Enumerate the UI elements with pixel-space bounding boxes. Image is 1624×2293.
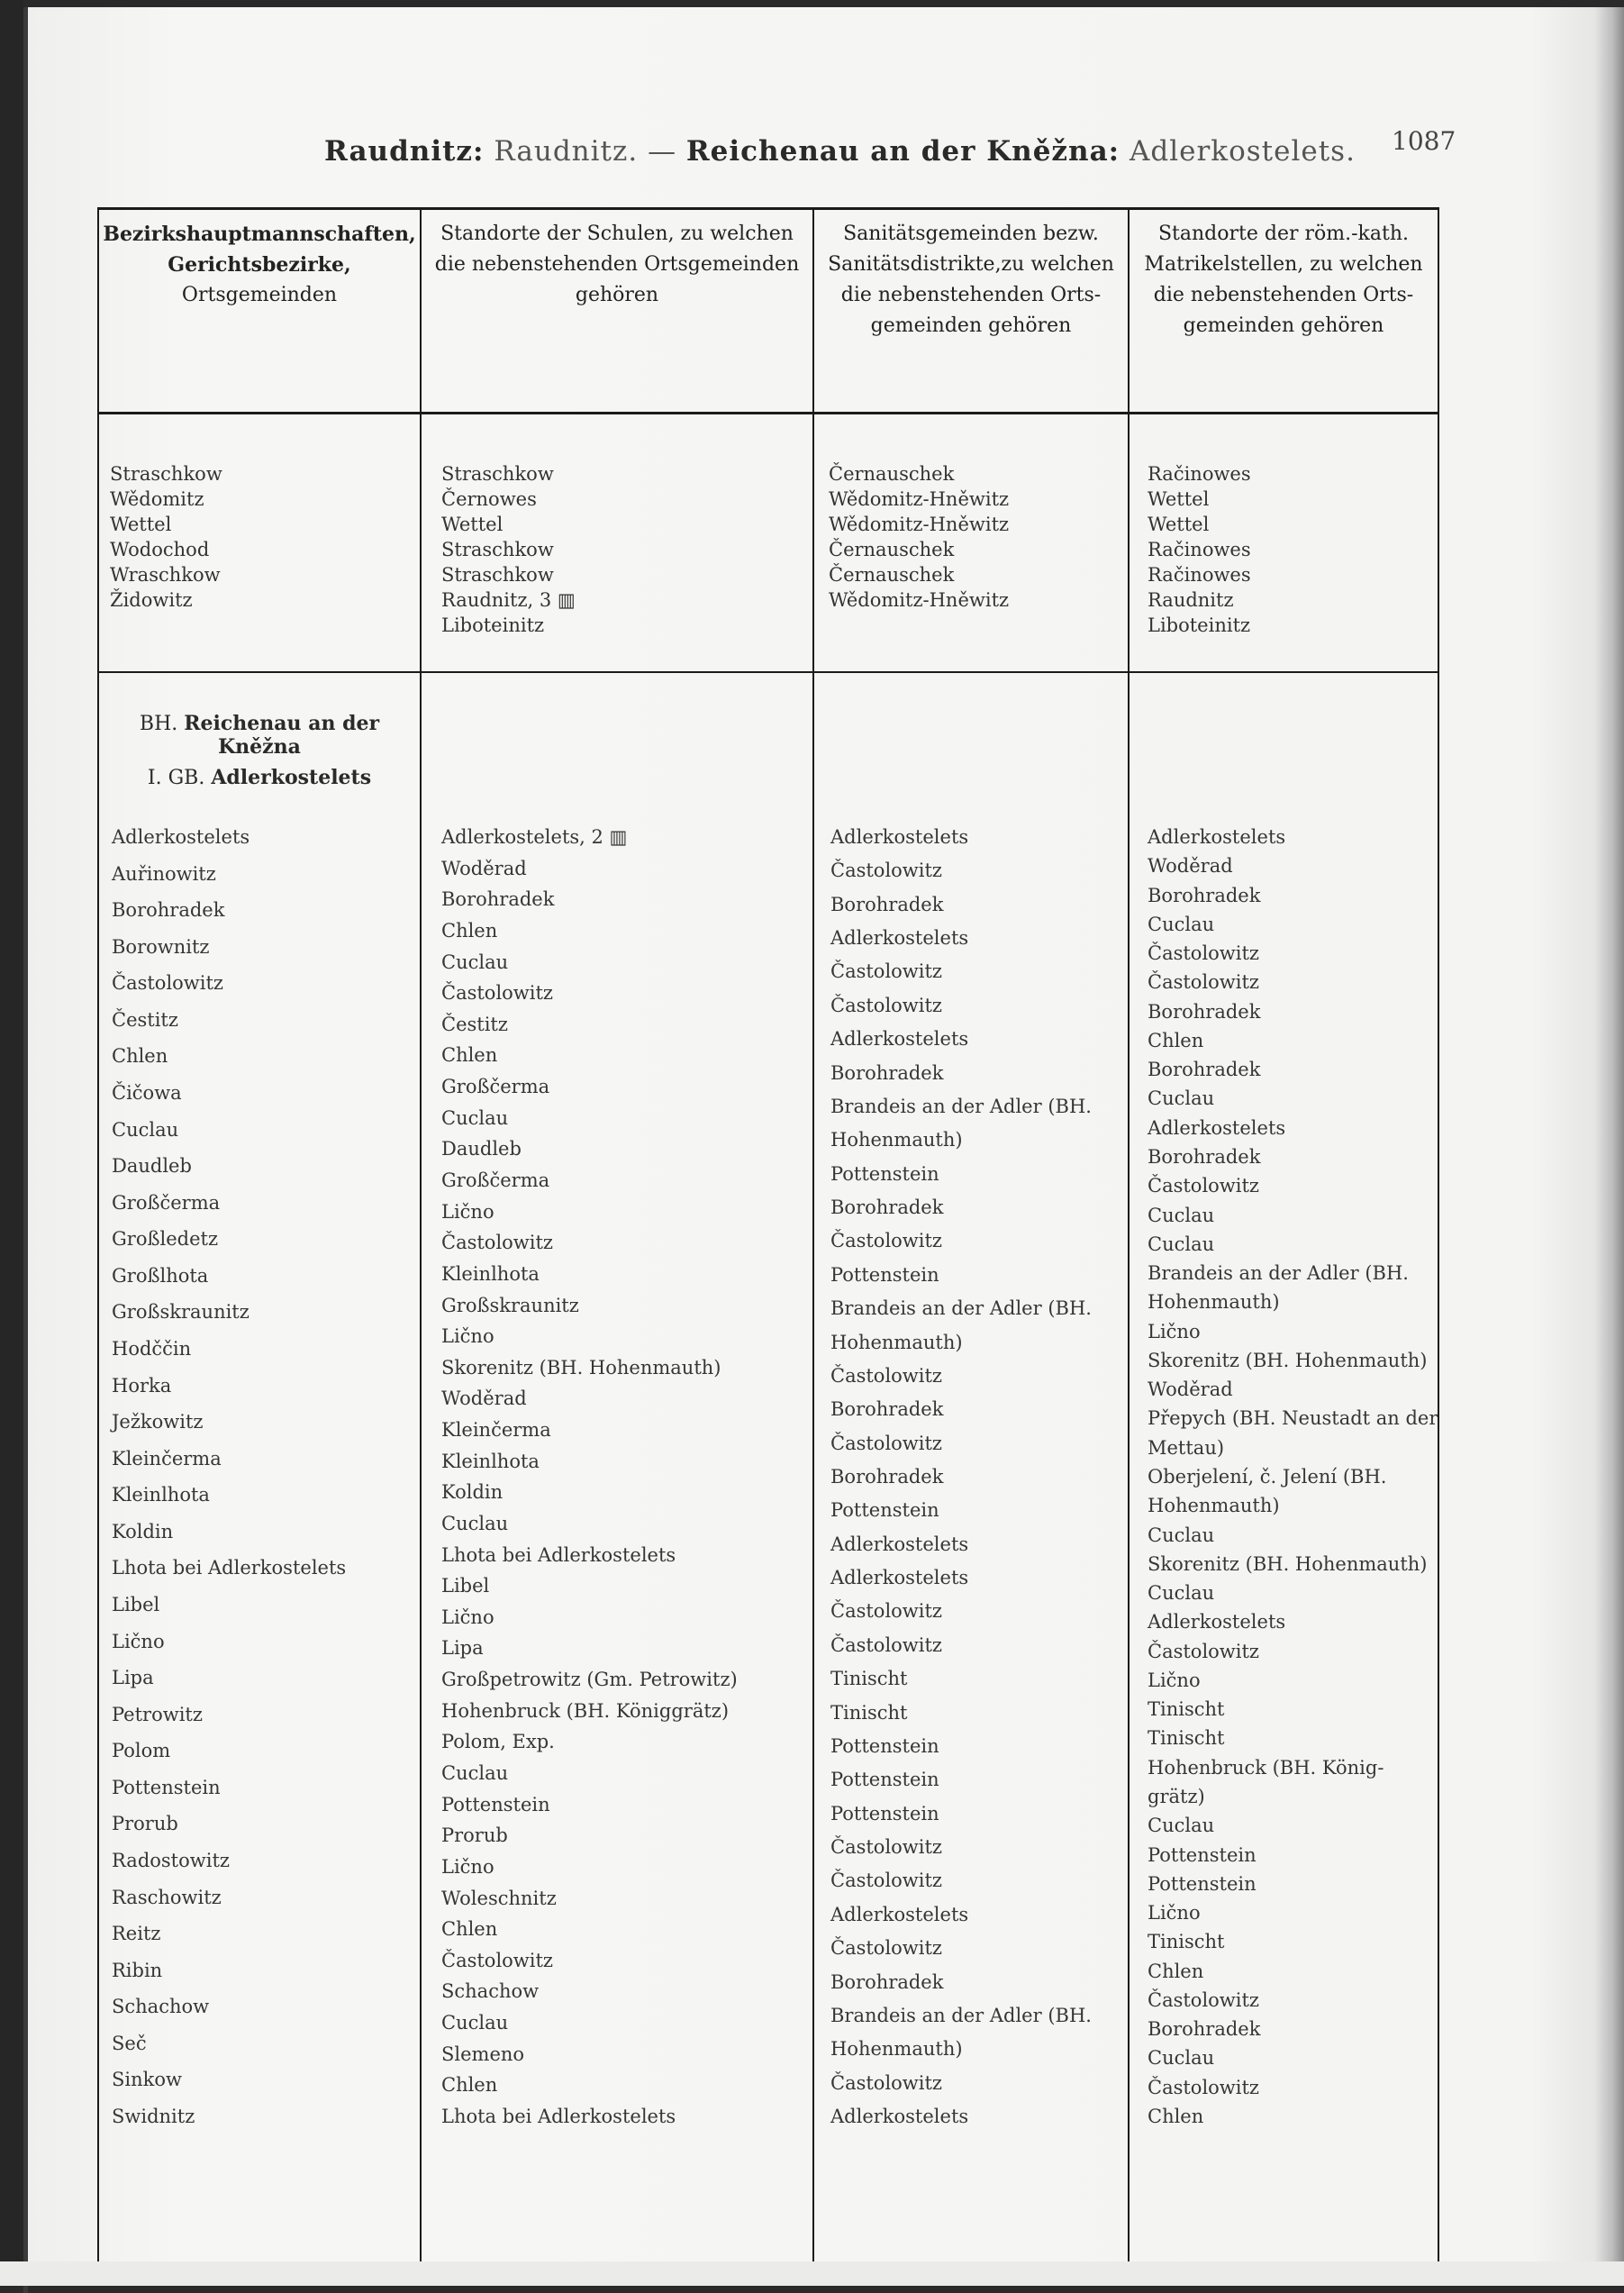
reichenau-col3-cell: Borohradek: [830, 1398, 944, 1420]
reichenau-col4-cell: Borohradek: [1148, 885, 1261, 906]
col2-heading-line2: die nebenstehenden Ortsgemeinden: [434, 253, 800, 276]
reichenau-col1-cell: Koldin: [112, 1521, 174, 1542]
col4-heading-line4: gemeinden gehören: [1183, 314, 1384, 337]
reichenau-col2-cell: Skorenitz (BH. Hohenmauth): [441, 1357, 721, 1379]
bh-name-line2: Kněžna: [218, 735, 301, 759]
reichenau-col2-cell: Lhota bei Adlerkostelets: [441, 2106, 676, 2127]
raudnitz-gemeinde-cell: Wraschkow: [110, 564, 221, 586]
reichenau-col3-cell: Častolowitz: [830, 1937, 943, 1959]
raudnitz-matrikel-cell: Raudnitz: [1148, 589, 1234, 611]
reichenau-col2-cell: Chlen: [441, 2074, 498, 2096]
reichenau-col2-cell: Lično: [441, 1856, 494, 1878]
col4-heading-line2: Matrikelstellen, zu welchen: [1144, 253, 1423, 276]
reichenau-col3-cell: Hohenmauth): [830, 1332, 963, 1353]
reichenau-col3-cell: Hohenmauth): [830, 2038, 963, 2060]
raudnitz-gemeinde-cell: Wodochod: [110, 539, 210, 560]
reichenau-col3-cell: Brandeis an der Adler (BH.: [830, 1096, 1092, 1117]
raudnitz-matrikel-cell: Liboteinitz: [1148, 614, 1251, 636]
reichenau-col1-cell: Kleinčerma: [112, 1448, 222, 1470]
reichenau-col2-cell: Častolowitz: [441, 1232, 554, 1253]
reichenau-col4-cell: Pottenstein: [1148, 1873, 1257, 1895]
reichenau-col2-cell: Lično: [441, 1606, 494, 1628]
bh-heading: [101, 712, 418, 789]
reichenau-col2-cell: Cuclau: [441, 1107, 509, 1129]
reichenau-col1-cell: Horka: [112, 1375, 172, 1397]
reichenau-col1-cell: Cuclau: [112, 1119, 179, 1141]
raudnitz-schule-cell: Raudnitz, 3 ▥: [441, 589, 576, 611]
reichenau-col1-cell: Ježkowitz: [112, 1411, 204, 1433]
reichenau-col3-cell: Borohradek: [830, 1197, 944, 1218]
reichenau-col2-cell: Častolowitz: [441, 1950, 554, 1971]
col3-heading-line3: die nebenstehenden Orts-: [840, 284, 1102, 306]
raudnitz-schule-cell: Wettel: [441, 514, 504, 535]
reichenau-col4-cell: Woděrad: [1148, 855, 1233, 877]
reichenau-col4-cell: Cuclau: [1148, 1233, 1215, 1255]
gb-name: Adlerkostelets: [211, 766, 372, 789]
reichenau-col1-cell: Ribin: [112, 1960, 163, 1981]
reichenau-col4-cell: Lično: [1148, 1902, 1201, 1924]
raudnitz-schule-cell: Straschkow: [441, 539, 554, 560]
reichenau-col2-cell: Woděrad: [441, 858, 527, 879]
raudnitz-sanitaet-cell: Wědomitz-Hněwitz: [829, 589, 1010, 611]
reichenau-col2-cell: Slemeno: [441, 2043, 525, 2065]
reichenau-col2-cell: Lično: [441, 1325, 494, 1347]
reichenau-col1-cell: Großledetz: [112, 1228, 219, 1250]
reichenau-col2-cell: Kleinlhota: [441, 1263, 540, 1285]
reichenau-col4-cell: Brandeis an der Adler (BH.: [1148, 1262, 1409, 1284]
reichenau-col2-cell: Lhota bei Adlerkostelets: [441, 1544, 676, 1566]
reichenau-col3-cell: Častolowitz: [830, 1870, 943, 1891]
raudnitz-matrikel-cell: Wettel: [1148, 488, 1210, 510]
reichenau-col3-cell: Tinischt: [830, 1668, 908, 1689]
scan-top-border: [0, 0, 1624, 7]
reichenau-col1-cell: Libel: [112, 1594, 160, 1615]
column-header-1: [101, 219, 418, 311]
col3-heading-line2: Sanitätsdistrikte,zu welchen: [828, 253, 1114, 276]
header-bottom-rule: [97, 412, 1439, 414]
reichenau-col3-cell: Častolowitz: [830, 860, 943, 881]
reichenau-col4-cell: Lično: [1148, 1670, 1201, 1691]
raudnitz-gemeinde-cell: Židowitz: [110, 589, 193, 611]
reichenau-col1-cell: Adlerkostelets: [112, 826, 250, 848]
reichenau-col4-cell: Skorenitz (BH. Hohenmauth): [1148, 1553, 1428, 1575]
reichenau-col3-cell: Pottenstein: [830, 1499, 939, 1521]
reichenau-col3-cell: Častolowitz: [830, 1600, 943, 1622]
reichenau-col2-cell: Cuclau: [441, 951, 509, 973]
reichenau-col4-cell: Cuclau: [1148, 1815, 1215, 1836]
bh-prefix: BH.: [139, 713, 178, 735]
reichenau-col4-cell: Lično: [1148, 1321, 1201, 1342]
section-rule: [97, 671, 1439, 673]
reichenau-col4-cell: Častolowitz: [1148, 1175, 1260, 1197]
col4-heading-line3: die nebenstehenden Orts-: [1153, 284, 1414, 306]
reichenau-col3-cell: Adlerkostelets: [830, 1533, 969, 1555]
reichenau-col3-cell: Pottenstein: [830, 1163, 939, 1185]
reichenau-col4-cell: Tinischt: [1148, 1698, 1225, 1720]
reichenau-col1-cell: Schachow: [112, 1996, 210, 2017]
reichenau-col2-cell: Schachow: [441, 1980, 540, 2002]
reichenau-col3-cell: Častolowitz: [830, 1634, 943, 1656]
reichenau-col2-cell: Hohenbruck (BH. Königgrätz): [441, 1700, 730, 1722]
reichenau-col1-cell: Großlhota: [112, 1265, 209, 1287]
reichenau-col2-cell: Woleschnitz: [441, 1888, 557, 1909]
page-left-edge: [23, 7, 28, 2293]
reichenau-col1-cell: Großskraunitz: [112, 1301, 249, 1323]
reichenau-col2-cell: Kleinčerma: [441, 1419, 551, 1441]
column-rule-0: [97, 207, 99, 2261]
raudnitz-matrikel-cell: Račinowes: [1148, 564, 1251, 586]
header-district-1: Raudnitz:: [324, 135, 485, 168]
reichenau-col3-cell: Borohradek: [830, 1971, 944, 1993]
reichenau-col1-cell: Borohradek: [112, 899, 225, 921]
reichenau-col4-cell: Cuclau: [1148, 2047, 1215, 2069]
col3-heading-line4: gemeinden gehören: [870, 314, 1072, 337]
raudnitz-schule-cell: Straschkow: [441, 564, 554, 586]
reichenau-col2-cell: Cuclau: [441, 1513, 509, 1534]
scan-bottom-border: [0, 2261, 1624, 2286]
reichenau-col3-cell: Hohenmauth): [830, 1129, 963, 1151]
reichenau-col2-cell: Daudleb: [441, 1138, 522, 1160]
reichenau-col4-cell: Adlerkostelets: [1148, 826, 1286, 848]
raudnitz-gemeinde-cell: Straschkow: [110, 463, 222, 485]
reichenau-col2-cell: Pottenstein: [441, 1794, 550, 1815]
reichenau-col3-cell: Častolowitz: [830, 2072, 943, 2094]
reichenau-col3-cell: Pottenstein: [830, 1264, 939, 1286]
reichenau-col2-cell: Chlen: [441, 1044, 498, 1066]
reichenau-col3-cell: Brandeis an der Adler (BH.: [830, 1297, 1092, 1319]
reichenau-col4-cell: Častolowitz: [1148, 2077, 1260, 2098]
reichenau-col1-cell: Častolowitz: [112, 972, 224, 994]
reichenau-col3-cell: Adlerkostelets: [830, 1028, 969, 1050]
column-header-2: [423, 219, 811, 311]
reichenau-col4-cell: Tinischt: [1148, 1727, 1225, 1749]
reichenau-col4-cell: Skorenitz (BH. Hohenmauth): [1148, 1350, 1428, 1371]
raudnitz-sanitaet-cell: Wědomitz-Hněwitz: [829, 514, 1010, 535]
reichenau-col1-cell: Čičowa: [112, 1082, 182, 1104]
reichenau-col4-cell: Chlen: [1148, 1961, 1204, 1982]
column-rule-2: [812, 207, 814, 2261]
header-district-2: Reichenau an der Kněžna:: [685, 135, 1120, 168]
scan-left-border: [0, 0, 23, 2286]
reichenau-col1-cell: Čestitz: [112, 1009, 178, 1031]
reichenau-col2-cell: Adlerkostelets, 2 ▥: [441, 826, 628, 848]
column-header-4: [1131, 219, 1436, 341]
reichenau-col1-cell: Großčerma: [112, 1192, 221, 1214]
reichenau-col4-cell: Borohradek: [1148, 1146, 1261, 1168]
reichenau-col1-cell: Raschowitz: [112, 1887, 222, 1908]
reichenau-col2-cell: Čestitz: [441, 1014, 508, 1035]
reichenau-col4-cell: Častolowitz: [1148, 971, 1260, 993]
reichenau-col1-cell: Kleinlhota: [112, 1484, 210, 1506]
reichenau-col2-cell: Lično: [441, 1201, 494, 1223]
reichenau-col1-cell: Petrowitz: [112, 1704, 203, 1725]
reichenau-col1-cell: Chlen: [112, 1045, 168, 1067]
reichenau-col2-cell: Woděrad: [441, 1388, 527, 1409]
raudnitz-gemeinde-cell: Wettel: [110, 514, 172, 535]
reichenau-col4-cell: Hohenmauth): [1148, 1495, 1280, 1516]
raudnitz-sanitaet-cell: Wědomitz-Hněwitz: [829, 488, 1010, 510]
reichenau-col2-cell: Großčerma: [441, 1076, 550, 1097]
col1-heading-line3: Ortsgemeinden: [181, 284, 338, 306]
reichenau-col2-cell: Cuclau: [441, 1762, 509, 1784]
reichenau-col3-cell: Adlerkostelets: [830, 927, 969, 949]
reichenau-col4-cell: Cuclau: [1148, 1524, 1215, 1546]
reichenau-col4-cell: Pottenstein: [1148, 1844, 1257, 1866]
reichenau-col2-cell: Prorub: [441, 1824, 508, 1846]
reichenau-col1-cell: Pottenstein: [112, 1777, 221, 1798]
reichenau-col1-cell: Seč: [112, 2033, 147, 2054]
reichenau-col2-cell: Kleinlhota: [441, 1451, 540, 1472]
reichenau-col3-cell: Častolowitz: [830, 1433, 943, 1454]
reichenau-col2-cell: Chlen: [441, 920, 498, 942]
raudnitz-matrikel-cell: Wettel: [1148, 514, 1210, 535]
col1-heading-line2: Gerichtsbezirke,: [168, 253, 351, 277]
raudnitz-sanitaet-cell: Černauschek: [829, 463, 955, 485]
running-header: [324, 135, 1356, 168]
reichenau-col2-cell: Koldin: [441, 1481, 504, 1503]
page-number: 1087: [1392, 126, 1456, 156]
reichenau-col3-cell: Častolowitz: [830, 1365, 943, 1387]
reichenau-col4-cell: Chlen: [1148, 1030, 1204, 1051]
reichenau-col1-cell: Polom: [112, 1740, 171, 1761]
reichenau-col3-cell: Pottenstein: [830, 1735, 939, 1757]
raudnitz-sanitaet-cell: Černauschek: [829, 539, 955, 560]
bh-name-line1: Reichenau an der: [184, 712, 380, 735]
reichenau-col2-cell: Častolowitz: [441, 982, 554, 1004]
reichenau-col1-cell: Lično: [112, 1631, 165, 1652]
reichenau-col3-cell: Adlerkostelets: [830, 826, 969, 848]
raudnitz-matrikel-cell: Račinowes: [1148, 463, 1251, 485]
reichenau-col3-cell: Častolowitz: [830, 995, 943, 1016]
reichenau-col1-cell: Prorub: [112, 1813, 178, 1834]
reichenau-col4-cell: Přepych (BH. Neustadt an der: [1148, 1407, 1438, 1429]
reichenau-col2-cell: Großčerma: [441, 1169, 550, 1191]
reichenau-col1-cell: Daudleb: [112, 1155, 192, 1177]
reichenau-col4-cell: Častolowitz: [1148, 1989, 1260, 2011]
reichenau-col2-cell: Großpetrowitz (Gm. Petrowitz): [441, 1669, 738, 1690]
header-court-1: Raudnitz.: [494, 135, 639, 168]
reichenau-col2-cell: Polom, Exp.: [441, 1731, 555, 1752]
reichenau-col4-cell: Cuclau: [1148, 1087, 1215, 1109]
reichenau-col4-cell: Cuclau: [1148, 914, 1215, 935]
reichenau-col3-cell: Adlerkostelets: [830, 1567, 969, 1588]
header-court-2: Adlerkostelets.: [1129, 135, 1356, 168]
reichenau-col1-cell: Sinkow: [112, 2069, 182, 2090]
reichenau-col3-cell: Pottenstein: [830, 1803, 939, 1824]
reichenau-col3-cell: Borohradek: [830, 894, 944, 915]
raudnitz-schule-cell: Černowes: [441, 488, 537, 510]
reichenau-col2-cell: Chlen: [441, 1918, 498, 1940]
reichenau-col1-cell: Lipa: [112, 1667, 154, 1688]
reichenau-col2-cell: Borohradek: [441, 888, 555, 910]
reichenau-col4-cell: Chlen: [1148, 2106, 1204, 2127]
reichenau-col3-cell: Častolowitz: [830, 1836, 943, 1858]
reichenau-col4-cell: Borohradek: [1148, 2018, 1261, 2040]
column-rule-1: [420, 207, 422, 2261]
reichenau-col4-cell: Oberjelení, č. Jelení (BH.: [1148, 1466, 1387, 1488]
reichenau-col4-cell: Adlerkostelets: [1148, 1611, 1286, 1633]
reichenau-col4-cell: Adlerkostelets: [1148, 1117, 1286, 1139]
reichenau-col3-cell: Tinischt: [830, 1702, 908, 1724]
header-separator: —: [648, 135, 677, 168]
reichenau-col2-cell: Lipa: [441, 1637, 484, 1659]
reichenau-col3-cell: Borohradek: [830, 1466, 944, 1488]
reichenau-col1-cell: Hodččin: [112, 1338, 192, 1360]
col3-heading-line1: Sanitätsgemeinden bezw.: [843, 223, 1099, 245]
reichenau-col1-cell: Radostowitz: [112, 1850, 230, 1871]
reichenau-col3-cell: Pottenstein: [830, 1769, 939, 1790]
reichenau-col4-cell: Mettau): [1148, 1437, 1225, 1459]
gb-prefix: I. GB.: [147, 767, 205, 789]
reichenau-col1-cell: Lhota bei Adlerkostelets: [112, 1557, 347, 1579]
reichenau-col4-cell: Častolowitz: [1148, 942, 1260, 964]
reichenau-col4-cell: Borohradek: [1148, 1001, 1261, 1023]
col4-heading-line1: Standorte der röm.-kath.: [1157, 223, 1409, 245]
reichenau-col4-cell: Borohradek: [1148, 1059, 1261, 1080]
reichenau-col3-cell: Borohradek: [830, 1062, 944, 1084]
reichenau-col3-cell: Častolowitz: [830, 1230, 943, 1251]
column-rule-3: [1128, 207, 1130, 2261]
reichenau-col3-cell: Brandeis an der Adler (BH.: [830, 2005, 1092, 2026]
column-header-3: [816, 219, 1126, 341]
column-rule-4: [1438, 207, 1439, 2261]
reichenau-col4-cell: Woděrad: [1148, 1379, 1233, 1400]
reichenau-col3-cell: Častolowitz: [830, 960, 943, 982]
col2-heading-line1: Standorte der Schulen, zu welchen: [440, 223, 794, 245]
reichenau-col3-cell: Adlerkostelets: [830, 1904, 969, 1925]
reichenau-col4-cell: Cuclau: [1148, 1205, 1215, 1226]
reichenau-col1-cell: Borownitz: [112, 936, 210, 958]
raudnitz-schule-cell: Straschkow: [441, 463, 554, 485]
reichenau-col1-cell: Swidnitz: [112, 2106, 195, 2127]
col1-heading-line1: Bezirkshauptmannschaften,: [103, 223, 416, 246]
reichenau-col4-cell: grätz): [1148, 1786, 1205, 1807]
reichenau-col4-cell: Hohenmauth): [1148, 1291, 1280, 1313]
raudnitz-schule-cell: Liboteinitz: [441, 614, 545, 636]
reichenau-col2-cell: Großskraunitz: [441, 1295, 579, 1316]
reichenau-col4-cell: Cuclau: [1148, 1582, 1215, 1604]
raudnitz-gemeinde-cell: Wědomitz: [110, 488, 204, 510]
raudnitz-sanitaet-cell: Černauschek: [829, 564, 955, 586]
reichenau-col2-cell: Cuclau: [441, 2012, 509, 2034]
raudnitz-matrikel-cell: Račinowes: [1148, 539, 1251, 560]
reichenau-col3-cell: Adlerkostelets: [830, 2106, 969, 2127]
reichenau-col1-cell: Auřinowitz: [112, 863, 216, 885]
reichenau-col4-cell: Hohenbruck (BH. König-: [1148, 1757, 1384, 1779]
col2-heading-line3: gehören: [575, 284, 659, 306]
reichenau-col1-cell: Reitz: [112, 1923, 161, 1944]
reichenau-col4-cell: Tinischt: [1148, 1931, 1225, 1952]
reichenau-col2-cell: Libel: [441, 1575, 490, 1597]
reichenau-col4-cell: Častolowitz: [1148, 1641, 1260, 1662]
table-top-rule: [97, 207, 1439, 210]
